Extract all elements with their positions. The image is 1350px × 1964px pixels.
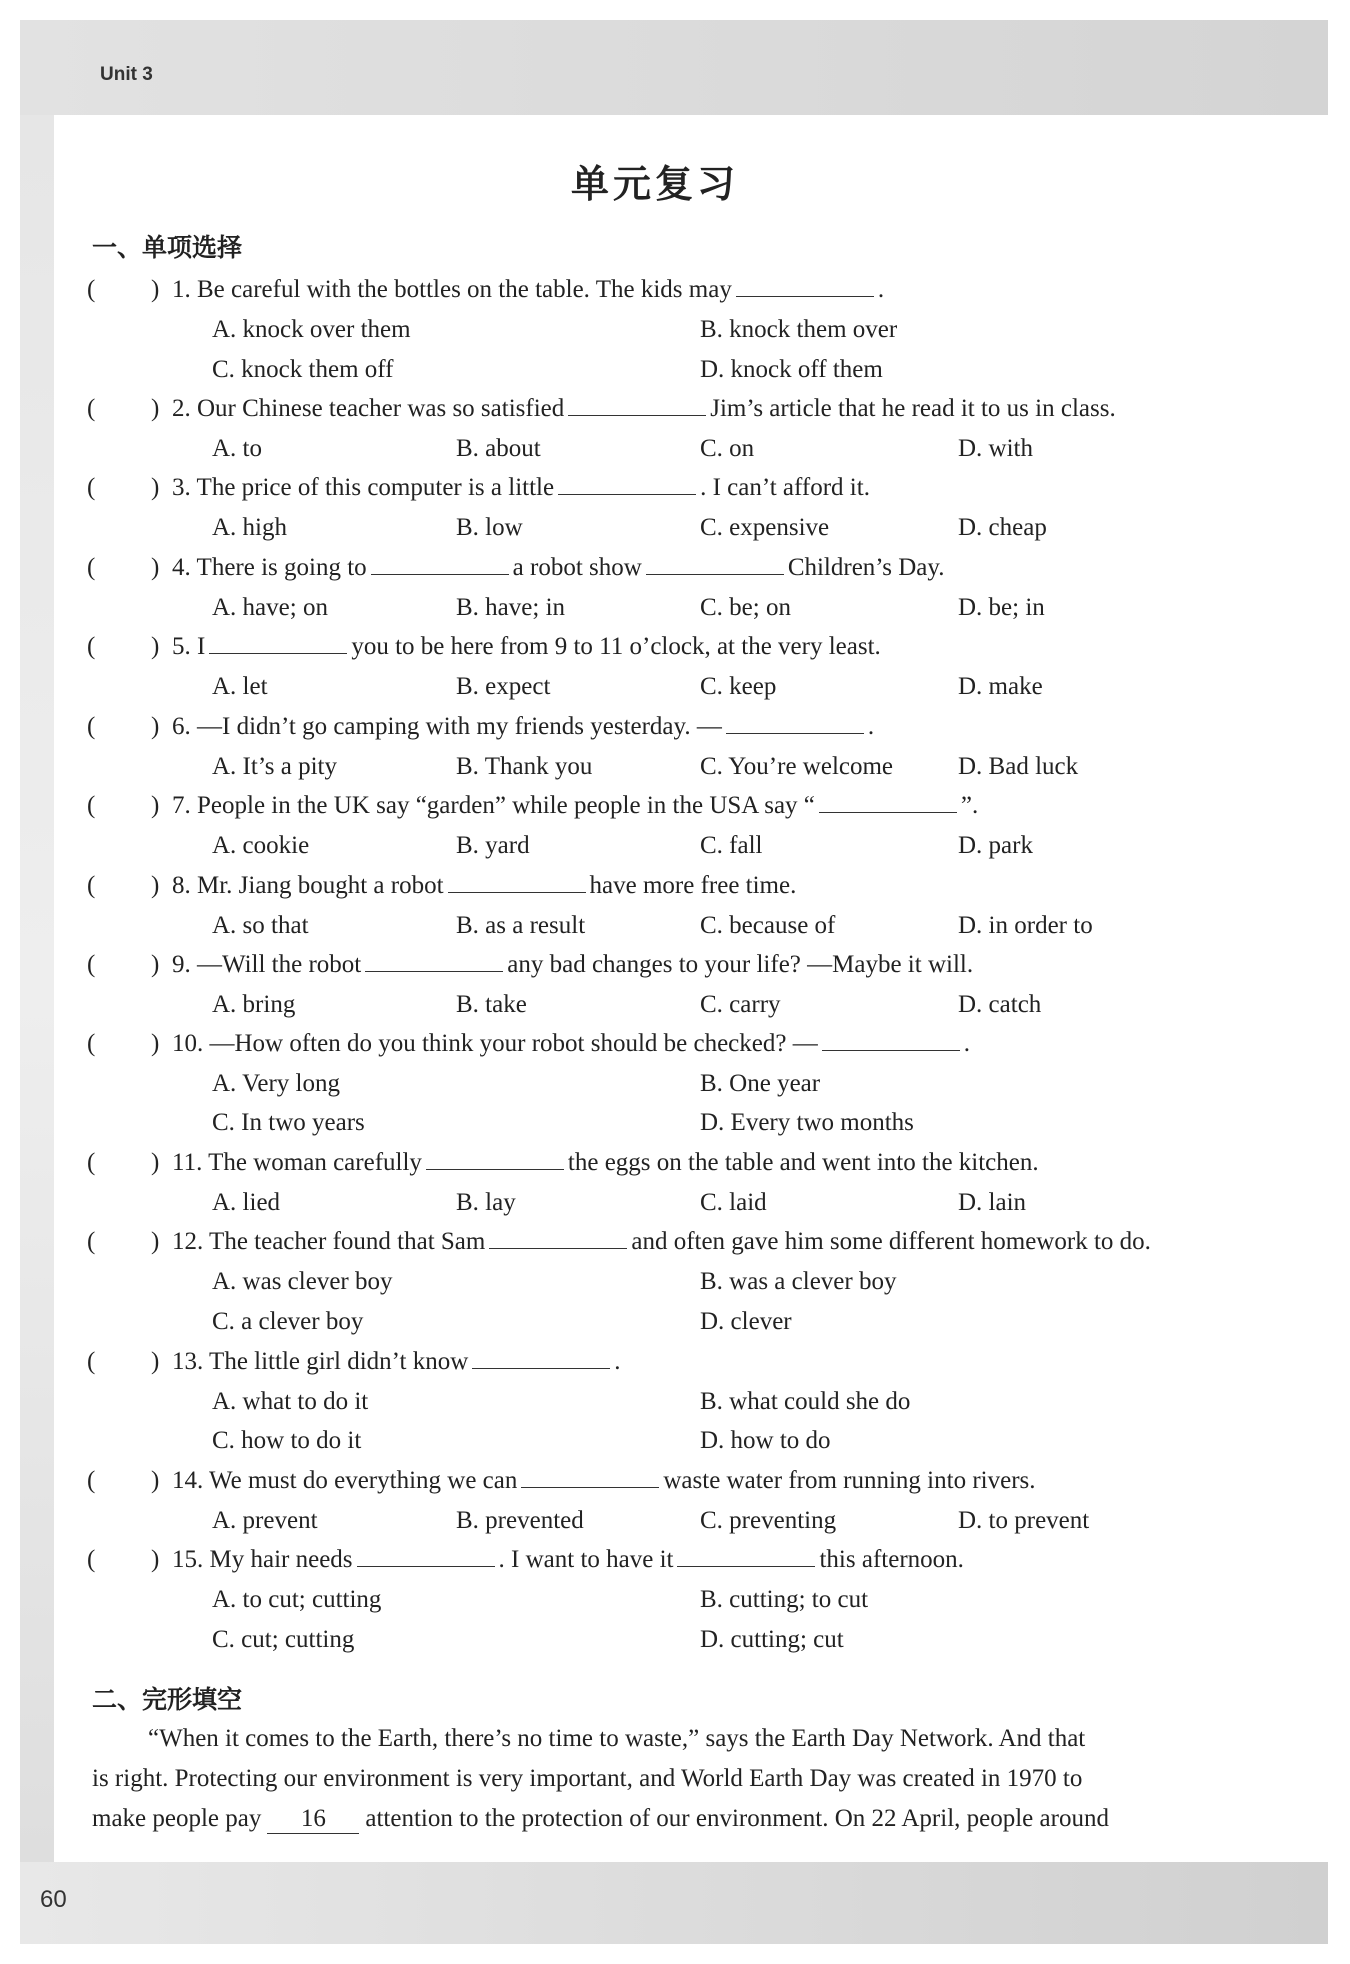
unit-label: Unit 3	[100, 64, 153, 85]
option-c[interactable]: C. preventing	[700, 1507, 837, 1534]
option-b[interactable]: B. knock them over	[700, 316, 898, 343]
passage-text: make people pay	[92, 1805, 262, 1832]
option-d[interactable]: D. Bad luck	[958, 753, 1079, 780]
question-text: 6. —I didn’t go camping with my friends yesterday. —	[172, 713, 722, 740]
option-a[interactable]: A. Very long	[212, 1070, 341, 1097]
answer-blank[interactable]	[521, 1465, 659, 1488]
option-b[interactable]: B. about	[456, 435, 541, 462]
answer-paren-left: (	[87, 1348, 96, 1375]
answer-paren-right: )	[151, 1228, 160, 1255]
answer-paren-right: )	[151, 1149, 160, 1176]
question-6	[0, 710, 1300, 744]
question-text-suffix: waste water from running into rivers.	[663, 1467, 1036, 1494]
answer-paren-right: )	[151, 792, 160, 819]
answer-paren-left: (	[87, 554, 96, 581]
answer-paren-left: (	[87, 951, 96, 978]
option-d[interactable]: D. cutting; cut	[700, 1626, 844, 1653]
option-d[interactable]: D. lain	[958, 1189, 1027, 1216]
question-text-suffix: .	[877, 276, 885, 303]
options-6	[0, 750, 1300, 784]
cloze-blank-16[interactable]: 16	[267, 1805, 359, 1834]
answer-paren-left: (	[87, 713, 96, 740]
answer-blank-2[interactable]	[646, 552, 784, 575]
option-a[interactable]: A. to cut; cutting	[212, 1586, 382, 1613]
answer-blank[interactable]	[819, 790, 957, 813]
section-title-multiple-choice: 一、单项选择	[92, 233, 243, 262]
answer-paren-right: )	[151, 276, 160, 303]
question-text-suffix: this afternoon.	[819, 1546, 964, 1573]
option-c[interactable]: C. cut; cutting	[212, 1626, 355, 1653]
option-a[interactable]: A. bring	[212, 991, 296, 1018]
question-text: 10. —How often do you think your robot should be checked? —	[172, 1030, 818, 1057]
answer-paren-left: (	[87, 1228, 96, 1255]
question-5	[0, 630, 1300, 664]
answer-paren-right: )	[151, 951, 160, 978]
question-text: 15. My hair needs	[172, 1546, 353, 1573]
question-text: 9. —Will the robot	[172, 951, 362, 978]
option-d[interactable]: D. catch	[958, 991, 1042, 1018]
question-1	[0, 273, 1300, 307]
option-b[interactable]: B. expect	[456, 673, 551, 700]
option-a[interactable]: A. let	[212, 673, 268, 700]
option-d[interactable]: D. in order to	[958, 912, 1093, 939]
option-d[interactable]: D. how to do	[700, 1427, 831, 1454]
question-text-suffix: you to be here from 9 to 11 o’clock, at the very least.	[351, 633, 881, 660]
question-text-suffix: ”.	[960, 792, 979, 819]
option-b[interactable]: B. as a result	[456, 912, 586, 939]
answer-paren-right: )	[151, 1030, 160, 1057]
option-b[interactable]: B. was a clever boy	[700, 1268, 897, 1295]
question-text-middle: a robot show	[512, 554, 642, 581]
answer-blank[interactable]	[822, 1028, 960, 1051]
option-a[interactable]: A. what to do it	[212, 1388, 369, 1415]
answer-paren-right: )	[151, 1546, 160, 1573]
answer-paren-right: )	[151, 713, 160, 740]
question-text-suffix: Jim’s article that he read it to us in class.	[710, 395, 1116, 422]
option-d[interactable]: D. be; in	[958, 594, 1045, 621]
question-text: 8. Mr. Jiang bought a robot	[172, 872, 444, 899]
option-a[interactable]: A. so that	[212, 912, 309, 939]
option-b[interactable]: B. take	[456, 991, 527, 1018]
answer-paren-right: )	[151, 1467, 160, 1494]
options-2	[0, 432, 1300, 466]
section-title-cloze: 二、完形填空	[92, 1685, 243, 1714]
option-a[interactable]: A. cookie	[212, 832, 310, 859]
passage-line-3	[92, 1801, 1109, 1837]
question-13	[0, 1345, 1300, 1379]
option-d[interactable]: D. Every two months	[700, 1109, 914, 1136]
answer-blank[interactable]	[558, 472, 696, 495]
option-d[interactable]: D. make	[958, 673, 1043, 700]
options-7	[0, 829, 1300, 863]
answer-paren-right: )	[151, 554, 160, 581]
options-12	[0, 1265, 1300, 1299]
question-text: 4. There is going to	[172, 554, 367, 581]
answer-blank[interactable]	[365, 949, 503, 972]
question-text: 14. We must do everything we can	[172, 1467, 518, 1494]
options-11	[0, 1186, 1300, 1220]
question-text: 5. I	[172, 633, 206, 660]
question-2	[0, 392, 1300, 426]
option-b[interactable]: B. One year	[700, 1070, 821, 1097]
question-3	[0, 471, 1300, 505]
answer-paren-left: (	[87, 474, 96, 501]
option-c[interactable]: C. knock them off	[212, 356, 394, 383]
option-a[interactable]: A. prevent	[212, 1507, 318, 1534]
option-d[interactable]: D. park	[958, 832, 1033, 859]
question-text-suffix: any bad changes to your life? —Maybe it will.	[507, 951, 974, 978]
options-13	[0, 1385, 1300, 1419]
question-11	[0, 1146, 1300, 1180]
answer-paren-left: (	[87, 792, 96, 819]
question-14	[0, 1464, 1300, 1498]
question-text-suffix: have more free time.	[589, 872, 797, 899]
option-b[interactable]: B. what could she do	[700, 1388, 911, 1415]
option-a[interactable]: A. to	[212, 435, 262, 462]
answer-paren-right: )	[151, 1348, 160, 1375]
option-a[interactable]: A. knock over them	[212, 316, 411, 343]
answer-blank[interactable]	[726, 711, 864, 734]
question-text-suffix: .	[614, 1348, 621, 1375]
options-1-cd	[0, 353, 1300, 387]
option-b[interactable]: B. yard	[456, 832, 530, 859]
footer-band	[20, 1862, 1328, 1944]
question-12	[0, 1225, 1300, 1259]
option-a[interactable]: A. have; on	[212, 594, 328, 621]
question-4	[0, 551, 1300, 585]
answer-blank[interactable]	[209, 631, 347, 654]
option-b[interactable]: B. low	[456, 514, 523, 541]
page-title: 单元复习	[570, 162, 739, 206]
option-a[interactable]: A. lied	[212, 1189, 281, 1216]
options-3	[0, 511, 1300, 545]
answer-blank-2[interactable]	[677, 1544, 815, 1567]
question-text: 1. Be careful with the bottles on the table. The kids may	[172, 276, 732, 303]
question-8	[0, 869, 1300, 903]
option-d[interactable]: D. knock off them	[700, 356, 883, 383]
options-15-cd	[0, 1623, 1300, 1657]
passage-text-suffix: attention to the protection of our environment. On 22 April, people around	[365, 1805, 1109, 1832]
option-d[interactable]: D. cheap	[958, 514, 1047, 541]
passage-line-1: “When it comes to the Earth, there’s no time to waste,” says the Earth Day Network. And that	[148, 1725, 1086, 1752]
options-10	[0, 1067, 1300, 1101]
answer-paren-left: (	[87, 1030, 96, 1057]
options-12-cd	[0, 1305, 1300, 1339]
answer-paren-left: (	[87, 633, 96, 660]
option-c[interactable]: C. because of	[700, 912, 836, 939]
option-d[interactable]: D. to prevent	[958, 1507, 1090, 1534]
answer-paren-left: (	[87, 872, 96, 899]
options-10-cd	[0, 1106, 1300, 1140]
question-text: 3. The price of this computer is a little	[172, 474, 555, 501]
header-band	[20, 20, 1328, 115]
option-d[interactable]: D. with	[958, 435, 1033, 462]
answer-blank[interactable]	[357, 1544, 495, 1567]
options-1	[0, 313, 1300, 347]
answer-blank[interactable]	[448, 870, 586, 893]
question-text: 7. People in the UK say “garden” while people in the USA say “	[172, 792, 815, 819]
question-10	[0, 1027, 1300, 1061]
page-number: 60	[40, 1886, 67, 1913]
option-c[interactable]: C. fall	[700, 832, 763, 859]
option-a[interactable]: A. was clever boy	[212, 1268, 393, 1295]
question-text-suffix: and often gave him some different homework to do.	[631, 1228, 1151, 1255]
option-c[interactable]: C. carry	[700, 991, 781, 1018]
option-b[interactable]: B. have; in	[456, 594, 566, 621]
options-8	[0, 909, 1300, 943]
question-text: 13. The little girl didn’t know	[172, 1348, 469, 1375]
passage-line-2: is right. Protecting our environment is very important, and World Earth Day was created in 1970 to	[92, 1765, 1083, 1792]
option-c[interactable]: C. You’re welcome	[700, 753, 894, 780]
question-text-suffix: . I can’t afford it.	[700, 474, 870, 501]
option-c[interactable]: C. expensive	[700, 514, 830, 541]
answer-paren-right: )	[151, 633, 160, 660]
question-9	[0, 948, 1300, 982]
question-text: 12. The teacher found that Sam	[172, 1228, 486, 1255]
option-a[interactable]: A. It’s a pity	[212, 753, 337, 780]
option-b[interactable]: B. cutting; to cut	[700, 1586, 869, 1613]
option-c[interactable]: C. be; on	[700, 594, 791, 621]
option-c[interactable]: C. a clever boy	[212, 1308, 364, 1335]
answer-blank[interactable]	[371, 552, 509, 575]
option-b[interactable]: B. prevented	[456, 1507, 584, 1534]
answer-paren-left: (	[87, 395, 96, 422]
option-b[interactable]: B. Thank you	[456, 753, 593, 780]
question-7	[0, 789, 1300, 823]
question-text: 11. The woman carefully	[172, 1149, 422, 1176]
options-9	[0, 988, 1300, 1022]
question-text-suffix: .	[963, 1030, 970, 1057]
options-4	[0, 591, 1300, 625]
option-c[interactable]: C. keep	[700, 673, 777, 700]
answer-blank[interactable]	[568, 393, 706, 416]
option-c[interactable]: C. how to do it	[212, 1427, 362, 1454]
question-text: 2. Our Chinese teacher was so satisfied	[172, 395, 565, 422]
answer-paren-right: )	[151, 474, 160, 501]
question-text-suffix: the eggs on the table and went into the kitchen.	[567, 1149, 1039, 1176]
answer-paren-right: )	[151, 872, 160, 899]
options-5	[0, 670, 1300, 704]
question-text-middle: . I want to have it	[498, 1546, 674, 1573]
answer-blank[interactable]	[489, 1226, 627, 1249]
options-13-cd	[0, 1424, 1300, 1458]
answer-paren-left: (	[87, 1149, 96, 1176]
answer-paren-left: (	[87, 1546, 96, 1573]
options-15	[0, 1583, 1300, 1617]
option-c[interactable]: C. laid	[700, 1189, 767, 1216]
answer-paren-left: (	[87, 1467, 96, 1494]
question-text-suffix: .	[867, 713, 875, 740]
options-14	[0, 1504, 1300, 1538]
option-c[interactable]: C. In two years	[212, 1109, 365, 1136]
answer-paren-right: )	[151, 395, 160, 422]
answer-paren-left: (	[87, 276, 96, 303]
question-text-suffix: Children’s Day.	[787, 554, 945, 581]
answer-blank[interactable]	[472, 1346, 610, 1369]
option-d[interactable]: D. clever	[700, 1308, 792, 1335]
answer-blank[interactable]	[736, 274, 874, 297]
question-15	[0, 1543, 1300, 1577]
answer-blank[interactable]	[426, 1147, 564, 1170]
option-a[interactable]: A. high	[212, 514, 287, 541]
option-b[interactable]: B. lay	[456, 1189, 516, 1216]
option-c[interactable]: C. on	[700, 435, 755, 462]
